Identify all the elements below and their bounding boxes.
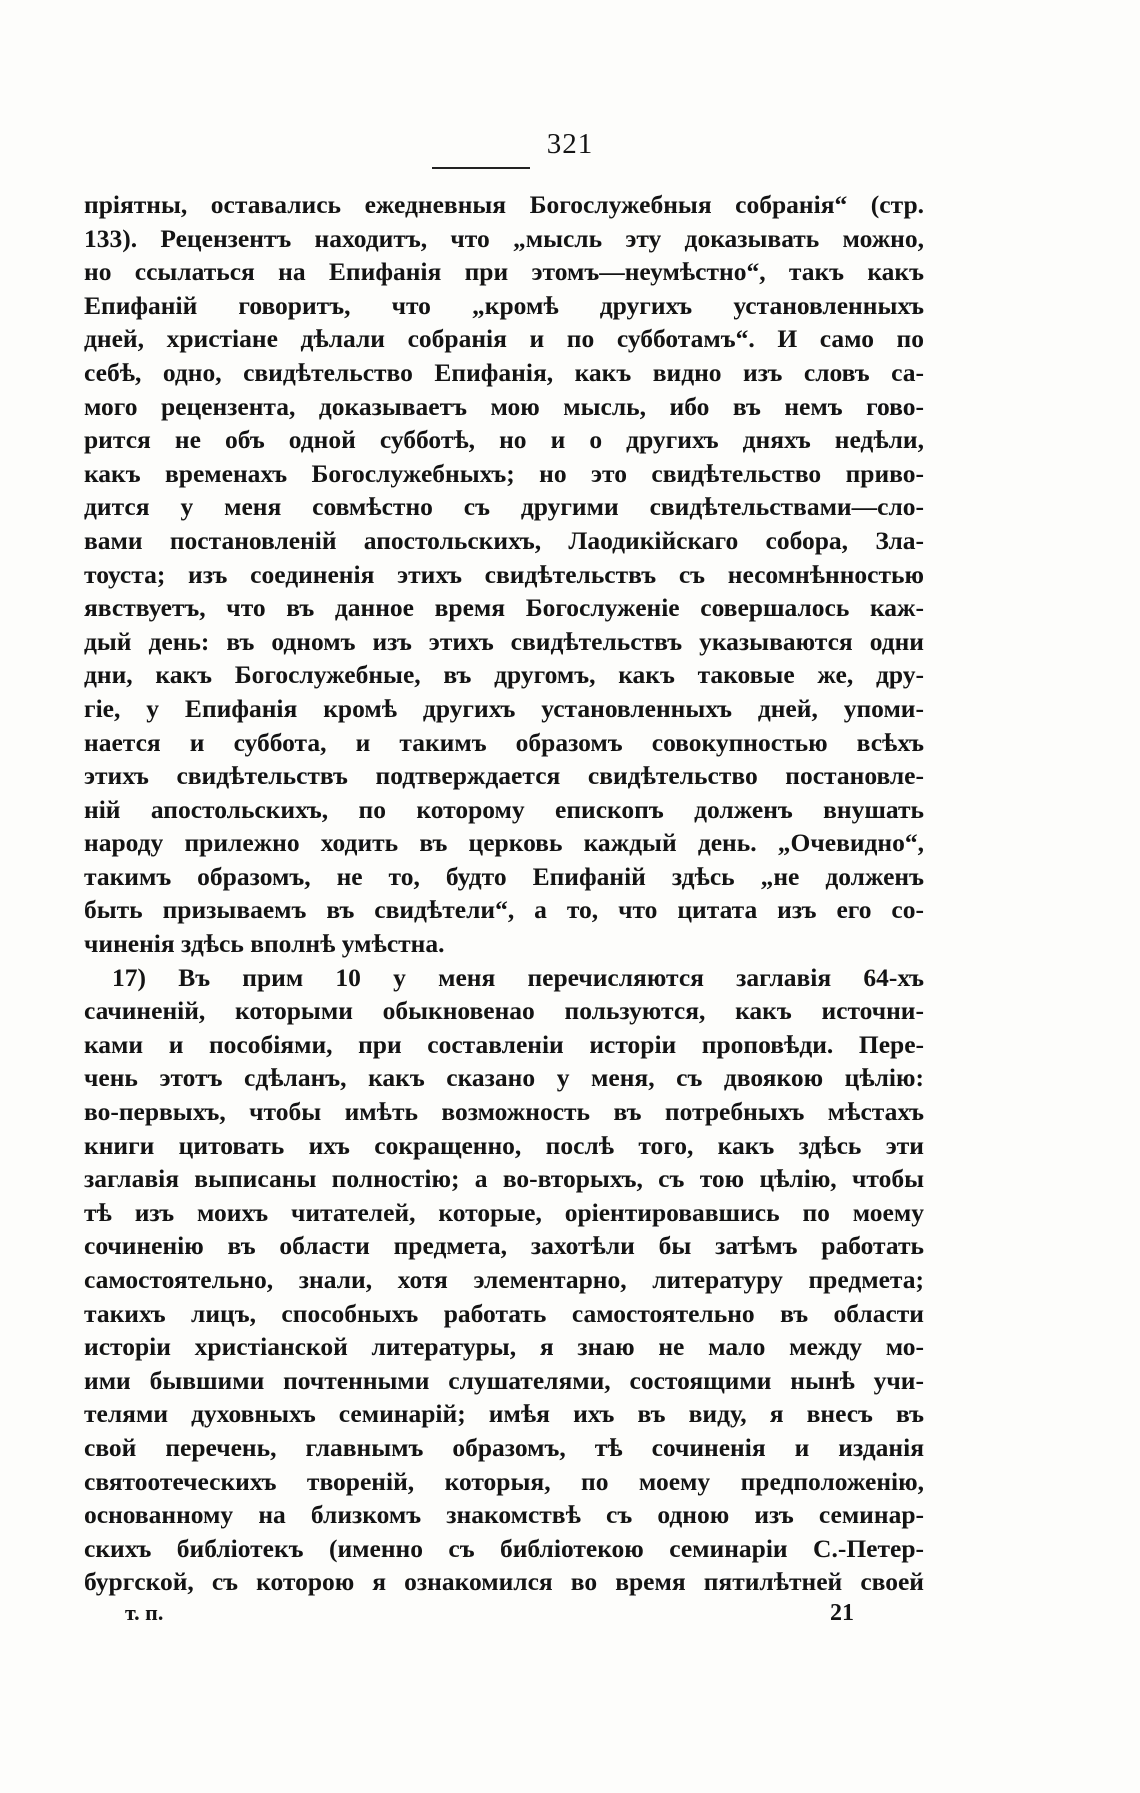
text-line: бургской, съ которою я ознакомился во время пятилѣтней своей <box>84 1567 924 1597</box>
text-line: дый день: въ одномъ изъ этихъ свидѣтельствъ указываются одни <box>84 626 924 656</box>
text-line: исторiи христiанской литературы, я знаю не мало между мо- <box>84 1332 924 1362</box>
text-line: святоотеческихъ творенiй, которыя, по моему предположенiю, <box>84 1466 924 1496</box>
text-line: Епифанiй говоритъ, что „кромѣ другихъ установленныхъ <box>84 290 924 320</box>
text-line: нiй апостольскихъ, по которому епископъ долженъ внушать <box>84 794 924 824</box>
text-line: дится у меня совмѣстно съ другими свидѣтельствами—сло- <box>84 492 924 522</box>
text-line: такихъ лицъ, способныхъ работать самостоятельно въ области <box>84 1298 924 1328</box>
text-line: свой перечень, главнымъ образомъ, тѣ сочиненiя и изданiя <box>84 1432 924 1462</box>
text-line: сачиненiй, которыми обыкновенао пользуются, какъ источни- <box>84 996 924 1026</box>
text-body <box>84 188 924 1599</box>
text-line: чень этотъ сдѣланъ, какъ сказано у меня, съ двоякою цѣлiю: <box>84 1063 924 1093</box>
page-number: 321 <box>546 128 594 160</box>
page-number-rule <box>432 167 530 169</box>
text-line: этихъ свидѣтельствъ подтверждается свидѣтельство постановле- <box>84 761 924 791</box>
text-line: самостоятельно, знали, хотя элементарно, литературу предмета; <box>84 1265 924 1294</box>
text-line: прiятны, оставались ежедневныя Богослужебныя собранiя“ (стр. <box>84 190 924 219</box>
text-line: сочиненiю въ области предмета, захотѣли бы затѣмъ работать <box>84 1231 924 1261</box>
text-line: нается и суббота, и такимъ образомъ совокупностью всѣхъ <box>84 727 924 757</box>
text-line: чиненiя здѣсь вполнѣ умѣстна. <box>84 929 445 959</box>
text-line: рится не объ одной субботѣ, но и о другихъ дняхъ недѣли, <box>84 425 924 455</box>
text-line: 133). Рецензентъ находитъ, что „мысль эту доказывать можно, <box>84 223 924 253</box>
text-line: тоуста; изъ соединенiя этихъ свидѣтельствъ съ несомнѣнностью <box>84 559 924 589</box>
footer-sheet-number: 21 <box>830 1600 854 1626</box>
text-line: такимъ образомъ, не то, будто Епифанiй здѣсь „не долженъ <box>84 861 924 891</box>
text-line: ками и пособiями, при составленiи исторiи проповѣди. Пере- <box>84 1029 924 1059</box>
footer-signature: т. п. <box>125 1600 164 1625</box>
text-line: тѣ изъ моихъ читателей, которые, орiентировавшись по моему <box>84 1197 924 1227</box>
text-line: явствуетъ, что въ данное время Богослуженiе совершалось каж- <box>84 593 924 623</box>
text-line: дней, христiане дѣлали собранiя и по субботамъ“. И само по <box>84 324 924 354</box>
text-line: заглавiя выписаны полностiю; а во-вторыхъ, съ тою цѣлiю, чтобы <box>84 1164 924 1194</box>
text-line: гiе, у Епифанiя кромѣ другихъ установленныхъ дней, упоми- <box>84 693 924 723</box>
text-line: себѣ, одно, свидѣтельство Епифанiя, какъ видно изъ словъ са- <box>84 357 924 387</box>
text-line: телями духовныхъ семинарiй; имѣя ихъ въ виду, я внесъ въ <box>84 1399 924 1429</box>
text-line: быть призываемъ въ свидѣтели“, а то, что цитата изъ его со- <box>84 895 924 925</box>
text-line: вами постановленiй апостольскихъ, Лаодикiйскаго собора, Зла- <box>84 525 924 555</box>
text-line: мого рецензента, доказываетъ мою мысль, ибо въ немъ гово- <box>84 391 924 421</box>
paragraph-start-line: 17) Въ прим 10 у меня перечисляются заглавiя 64-хъ <box>112 962 924 992</box>
text-line: какъ временахъ Богослужебныхъ; но это свидѣтельство приво- <box>84 458 924 488</box>
text-line: скихъ библiотекъ (именно съ библiотекою семинарiи С.-Петер- <box>84 1533 924 1563</box>
text-line: ими бывшими почтенными слушателями, состоящими нынѣ учи- <box>84 1365 924 1395</box>
text-line: но ссылаться на Епифанiя при этомъ—неумѣстно“, такъ какъ <box>84 257 924 287</box>
text-line: основанному на близкомъ знакомствѣ съ одною изъ семинар- <box>84 1500 924 1530</box>
text-line: книги цитовать ихъ сокращенно, послѣ того, какъ здѣсь эти <box>84 1130 924 1160</box>
text-line: во-первыхъ, чтобы имѣть возможность въ потребныхъ мѣстахъ <box>84 1097 924 1127</box>
text-line: народу прилежно ходить въ церковь каждый день. „Очевидно“, <box>84 828 924 858</box>
text-line: дни, какъ Богослужебные, въ другомъ, какъ таковые же, дру- <box>84 660 924 690</box>
